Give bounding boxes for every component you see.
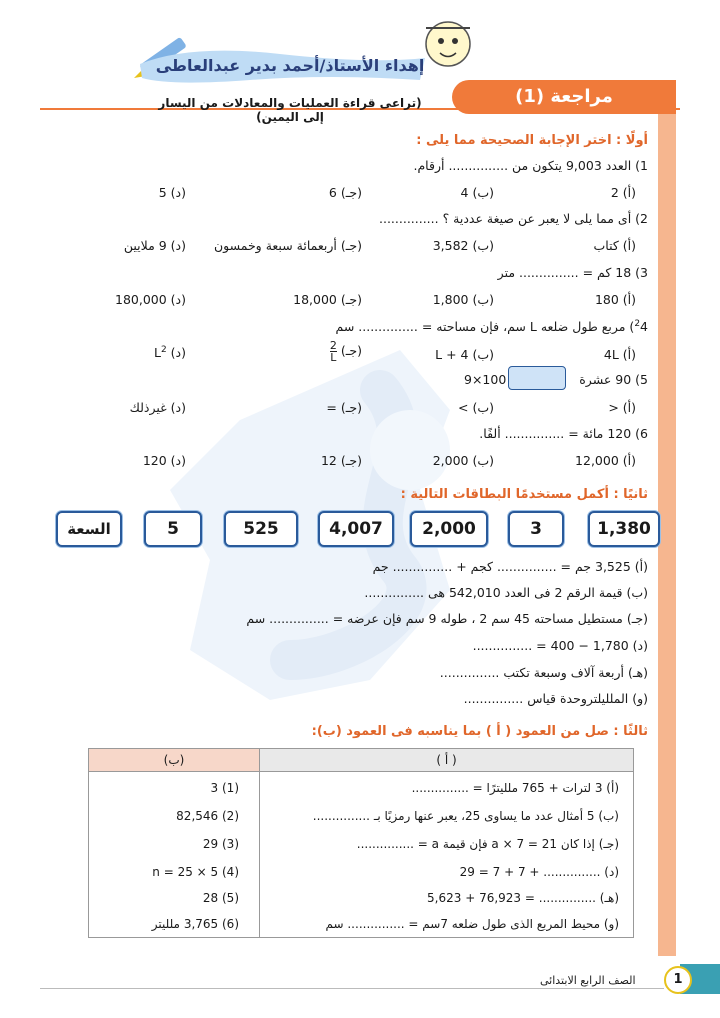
q4-text-main: 4) مربع طول ضلعه L سم، فإن مساحته = ............... سم	[335, 319, 648, 335]
row-a-3: (جـ) إذا كان 21 = a × 7 فإن قيمة a = ...............	[356, 837, 619, 851]
q4-option-d-base: L	[153, 345, 161, 361]
section2-title: ثانيًا : أكمل مستخدمًا البطاقات التالية :	[400, 487, 648, 502]
column-a-header: ( أ )	[260, 749, 633, 772]
q6-option-a[interactable]: (أ) 12,000	[575, 453, 636, 468]
mascot-icon	[410, 8, 480, 88]
s2-item-c: (جـ) مستطيل مساحته 45 سم 2 ، طوله 9 سم فإن عرضه = ............... سم	[246, 611, 648, 626]
q5-option-a[interactable]: (أ) <	[608, 400, 636, 415]
row-a-6: (و) محيط المربع الذى طول ضلعه 7سم = ............... سم	[325, 917, 619, 931]
q1-option-c[interactable]: (جـ) 6	[328, 185, 362, 200]
q1-option-b[interactable]: (ب) 4	[460, 185, 494, 200]
q4-option-b[interactable]: (ب) L + 4	[435, 347, 494, 362]
s2-item-b: (ب) قيمة الرقم 2 فى العدد 542,010 هى ...............	[364, 585, 648, 600]
s2-item-a: (أ) 3,525 جم = ............... كجم + ............... جم	[372, 559, 648, 574]
row-b-6: (6) 3,765 ملليتر	[151, 917, 239, 931]
q6-option-d[interactable]: (د) 120	[142, 453, 186, 468]
q1-option-a[interactable]: (أ) 2	[610, 185, 636, 200]
q4-option-a[interactable]: (أ) 4L	[603, 347, 636, 362]
q3-option-c[interactable]: (جـ) 18,000	[293, 292, 362, 307]
q5-option-c[interactable]: (جـ) =	[326, 400, 362, 415]
row-a-2: (ب) 5 أمثال عدد ما يساوى 25، يعبر عنها رمزيًا بـ ...............	[312, 809, 619, 823]
card-6[interactable]: 5	[144, 511, 202, 547]
row-b-1: (1) 3	[210, 781, 239, 795]
q3-option-b[interactable]: (ب) 1,800	[432, 292, 494, 307]
row-b-2: (2) 82,546	[176, 809, 239, 823]
section3-title: ثالثًا : صل من العمود ( أ ) بما يناسبه فى العمود (ب):	[311, 724, 648, 739]
matching-table	[88, 748, 634, 938]
gift-title: إهداء الأستاذ/أحمد بدير عبدالعاطى	[155, 56, 425, 75]
column-divider	[259, 771, 260, 937]
q5-text: 5) 90 عشرة	[579, 372, 648, 387]
q6-option-b[interactable]: (ب) 2,000	[432, 453, 494, 468]
page-number: 1	[664, 966, 692, 994]
section1-title: أولًا : اختر الإجابة الصحيحة مما يلى :	[416, 133, 648, 148]
q4-option-d-sup: 2	[160, 345, 167, 355]
card-5[interactable]: 525	[224, 511, 298, 547]
q4-superscript: 2	[634, 319, 641, 329]
q6-option-c[interactable]: (جـ) 12	[320, 453, 362, 468]
q2-text: 2) أى مما يلى لا يعبر عن صيغة عددية ؟ ...............	[379, 211, 648, 226]
q5-right-expression: 9×100	[464, 372, 507, 387]
s2-item-e: (هـ) أربعة آلاف وسبعة تكتب ...............	[439, 665, 648, 680]
row-a-4: (د) ............... + 7 + 7 = 29	[459, 865, 619, 879]
q3-option-a[interactable]: (أ) 180	[594, 292, 636, 307]
subtitle: (تراعى قراءة العمليات والمعادلات من اليسار إلى اليمين)	[158, 96, 422, 124]
grade-label: الصف الرابع الابتدائى	[540, 974, 636, 987]
review-title: مراجعة (1)	[452, 80, 676, 114]
q5-option-d[interactable]: (د) غيرذلك	[129, 400, 186, 415]
q4-option-c-prefix: (جـ)	[340, 343, 362, 358]
q6-text: 6) 120 مائة = ............... ألفًا.	[479, 426, 648, 441]
row-b-4: (4) 5 × n = 25	[152, 865, 239, 879]
q4-fraction-den: L	[330, 351, 337, 364]
row-b-3: (3) 29	[202, 837, 239, 851]
q2-option-a[interactable]: (أ) كتاب	[593, 238, 636, 253]
row-a-1: (أ) 3 لترات + 765 ملليترًا = ...............	[411, 781, 619, 795]
q1-text: 1) العدد 9,003 يتكون من ............... أرقام.	[413, 158, 648, 173]
q5-answer-box[interactable]	[508, 366, 566, 390]
q3-option-d[interactable]: (د) 180,000	[115, 292, 186, 307]
footer-rule	[40, 988, 664, 989]
row-a-5: (هـ) ............... = 76,923 + 5,623	[427, 891, 619, 905]
card-2[interactable]: 3	[508, 511, 564, 547]
q4-option-c[interactable]	[330, 340, 362, 363]
card-1[interactable]: 1,380	[588, 511, 660, 547]
card-4[interactable]: 4,007	[318, 511, 394, 547]
q5-option-b[interactable]: (ب) >	[458, 400, 494, 415]
q2-option-d[interactable]: (د) 9 ملايين	[123, 238, 186, 253]
q4-text	[336, 319, 648, 334]
q2-option-c[interactable]: (جـ) أربعمائة سبعة وخمسون	[213, 238, 362, 253]
s2-item-f: (و) الملليلتروحدة قياس ...............	[463, 691, 648, 706]
q1-option-d[interactable]: (د) 5	[158, 185, 186, 200]
column-b-header: (ب)	[89, 749, 260, 772]
q2-option-b[interactable]: (ب) 3,582	[432, 238, 494, 253]
q4-option-d-prefix: (د)	[170, 345, 186, 361]
q4-fraction-num: 2	[329, 339, 337, 352]
card-7[interactable]: السعة	[56, 511, 122, 547]
card-3[interactable]: 2,000	[410, 511, 488, 547]
row-b-5: (5) 28	[202, 891, 239, 905]
side-decor-bar	[658, 96, 676, 956]
q4-option-d[interactable]	[154, 345, 186, 360]
q3-text: 3) 18 كم = ............... متر	[497, 265, 648, 280]
s2-item-d: (د) 1,780 − 400 = ...............	[472, 638, 648, 653]
